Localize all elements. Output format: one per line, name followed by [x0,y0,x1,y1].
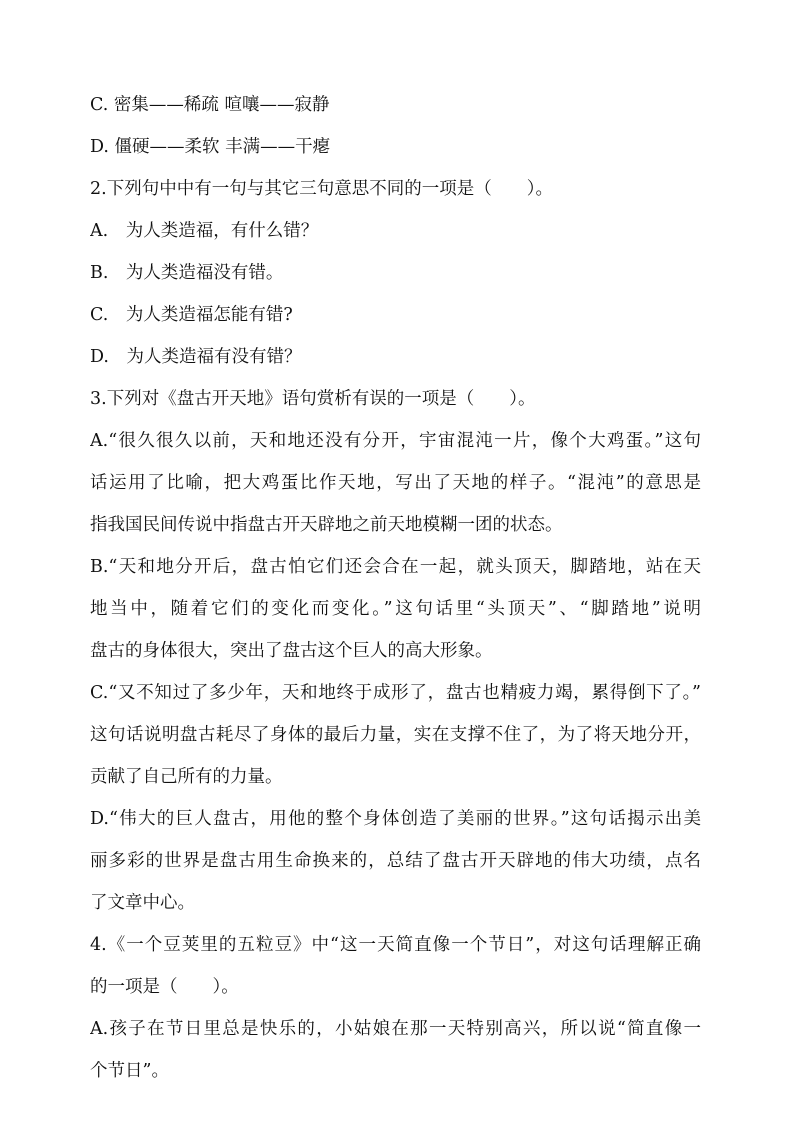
text-line: 这句话说明盘古耗尽了身体的最后力量，实在支撑不住了，为了将天地分开， [90,725,701,745]
text-line: B. 为人类造福没有错。 [90,263,284,283]
text-line: 2.下列句中中有一句与其它三句意思不同的一项是（ ）。 [90,179,553,199]
text-line: 贡献了自己所有的力量。 [90,767,283,787]
text-line: 了文章中心。 [90,893,195,913]
text-line: 指我国民间传说中指盘古开天辟地之前天地模糊一团的状态。 [90,515,563,535]
text-line: 地当中，随着它们的变化而变化。”这句话里“头顶天”、“脚踏地”说明 [90,599,701,619]
text-line: D. 为人类造福有没有错？ [90,347,302,367]
text-line: 的一项是（ ）。 [90,977,239,997]
text-line: 丽多彩的世界是盘古用生命换来的，总结了盘古开天辟地的伟大功绩，点名 [90,851,701,871]
text-line: 3.下列对《盘古开天地》语句赏析有误的一项是（ ）。 [90,389,536,409]
text-line: 话运用了比喻，把大鸡蛋比作天地，写出了天地的样子。“混沌”的意思是 [90,473,701,493]
text-line: 个节日”。 [90,1061,169,1081]
text-line: D. 僵硬——柔软 丰满——干瘪 [90,137,331,157]
text-line: C. 密集——稀疏 喧嚷——寂静 [90,95,330,115]
text-line: 盘古的身体很大，突出了盘古这个巨人的高大形象。 [90,641,493,661]
text-line: C. 为人类造福怎能有错? [90,305,293,325]
text-line: A.孩子在节日里总是快乐的，小姑娘在那一天特别高兴，所以说“简直像一 [90,1019,701,1039]
text-line: 4.《一个豆荚里的五粒豆》中“这一天简直像一个节日”，对这句话理解正确 [90,935,701,955]
text-line: C.“又不知过了多少年，天和地终于成形了，盘古也精疲力竭，累得倒下了。” [90,683,701,703]
text-line: A.“很久很久以前，天和地还没有分开，宇宙混沌一片，像个大鸡蛋。”这句 [90,431,701,451]
text-line: A. 为人类造福，有什么错？ [90,221,319,241]
text-line: D.“伟大的巨人盘古，用他的整个身体创造了美丽的世界。”这句话揭示出美 [90,809,701,829]
text-line: B.“天和地分开后，盘古怕它们还会合在一起，就头顶天，脚踏地，站在天 [90,557,701,577]
document-body [90,84,701,1092]
